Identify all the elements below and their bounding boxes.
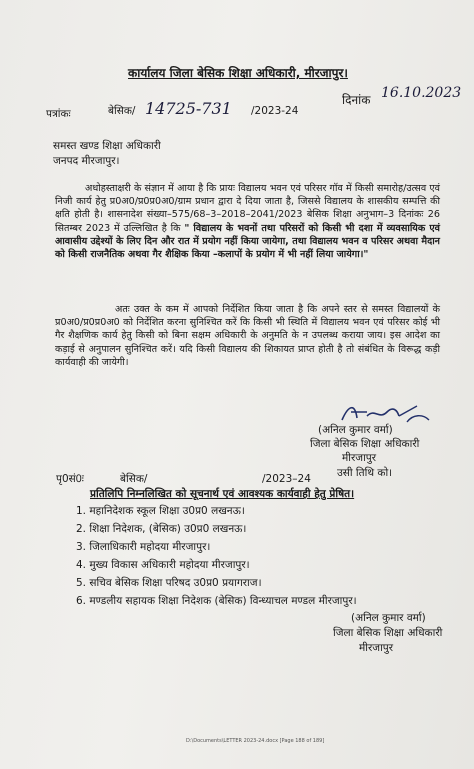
- addressee-line2: जनपद मीरजापुर।: [53, 155, 120, 167]
- addressee-line1: समस्त खण्ड शिक्षा अधिकारी: [53, 140, 161, 152]
- copy-ref-same-date: उसी तिथि को।: [337, 467, 393, 479]
- body-paragraph-2: अतः उक्त के कम में आपको निर्देशित किया जाता है कि अपने स्तर से समस्त विद्यालयों के प्र0अ0/प्र0प्र0अ0 को निर्देशित करना सुनिश्चित करें कि किसी भी स्थिति में विद्यालय भवन एवं परिसर कोई भी गैर शैक्षणिक कार्य हेतु किसी को बिना सक्षम अधिकारी के अनुमति के न उपलब्ध कराया जाय। इस आदेश का कड़ाई से अनुपालन सुनिश्चित करें। यदि किसी विद्यालय की शिकायत प्राप्त होती है तो संबंधित के विरूद्ध कड़ी कार्यवाही की जायेगी।: [55, 304, 440, 368]
- body-paragraph-1: अधोहस्ताक्षरी के संज्ञान में आया है कि प्रायः विद्यालय भवन एवं परिसर गॉव में किसी समारोह/उत्सव एवं निजी कार्य हेतु प्र0अ0/प्र0प्र0अ0/ग्राम प्रधान द्वारा दे दिया जाता है, जिससे विद्यालय के शासकीय सम्पत्ति की क्षति होती है। शासनादेश संख्या–575/68–3–2018–2041/2023 बेसिक शिक्षा अनुभाग–3 दिनांकः 26 सितम्बर 2023 में उल्लिखित है कि " विद्यालय के भवनों तथा परिसरों को किसी भी दशा में व्यवसायिक एवं आवासीय उद्देश्यों के लिए दिन और रात में प्रयोग नहीं किया जायेगा, तथा विद्यालय भवन व परिसर अथवा मैदान को किसी राजनैतिक अथवा गैर शैक्षिक किया –कलापों के प्रयोग में भी नहीं लिया जायेगा।": [55, 183, 440, 261]
- signature2-name: (अनिल कुमार वर्मा): [351, 612, 426, 624]
- copy-list-item: 1. महानिदेशक स्कूल शिक्षा उ0प्र0 लखनऊ।: [76, 505, 245, 517]
- patrank-label: पत्रांकः: [46, 108, 71, 120]
- letter-number-handwritten: 14725-731: [145, 99, 232, 118]
- signature2-designation: जिला बेसिक शिक्षा अधिकारी: [333, 627, 443, 639]
- basic-label: बेसिक/: [108, 105, 136, 117]
- copy-ref-year: /2023–24: [262, 473, 311, 485]
- copy-ref-label: पृ0सं0ः: [56, 473, 84, 485]
- body-paragraph-1-quote: " विद्यालय के भवनों तथा परिसरों को किसी भी दशा में व्यवसायिक एवं आवासीय उद्देश्यों के लिए दिन और रात में प्रयोग नहीं किया जायेगा, तथा विद्यालय भवन व परिसर अथवा मैदान को किसी राजनैतिक अथवा गैर शैक्षिक किया –कलापों के प्रयोग में भी नहीं लिया जायेगा।": [55, 222, 440, 261]
- copy-intro: प्रतिलिपि निम्नलिखित को सूचनार्थ एवं आवश्यक कार्यवाही हेतु प्रेषित।: [90, 488, 355, 500]
- footer-file-path: D:\Documents\LETTER 2023-24.docx [Page 188 of 189]: [186, 738, 325, 744]
- copy-list-item: 6. मण्डलीय सहायक शिक्षा निदेशक (बेसिक) विन्ध्याचल मण्डल मीरजापुर।: [76, 595, 357, 607]
- date-label: दिनांक: [342, 93, 371, 107]
- signature2-place: मीरजापुर: [359, 642, 394, 654]
- copy-list-item: 4. मुख्य विकास अधिकारी महोदया मीरजापुर।: [76, 559, 250, 571]
- copy-list-item: 2. शिक्षा निदेशक, (बेसिक) उ0प्र0 लखनऊ।: [76, 523, 247, 535]
- office-title: कार्यालय जिला बेसिक शिक्षा अधिकारी, मीरजापुर।: [128, 66, 348, 80]
- letter-year: /2023-24: [251, 105, 299, 117]
- signature1-place: मीरजापुर: [342, 452, 377, 464]
- signature1-designation: जिला बेसिक शिक्षा अधिकारी: [310, 438, 420, 450]
- signature1-name: (अनिल कुमार वर्मा): [318, 424, 393, 436]
- copy-ref-basic: बेसिक/: [120, 473, 148, 485]
- copy-list-item: 3. जिलाधिकारी महोदया मीरजापुर।: [76, 541, 211, 553]
- copy-list-item: 5. सचिव बेसिक शिक्षा परिषद उ0प्र0 प्रयागराज।: [76, 577, 262, 589]
- date-handwritten: 16.10.2023: [381, 85, 462, 101]
